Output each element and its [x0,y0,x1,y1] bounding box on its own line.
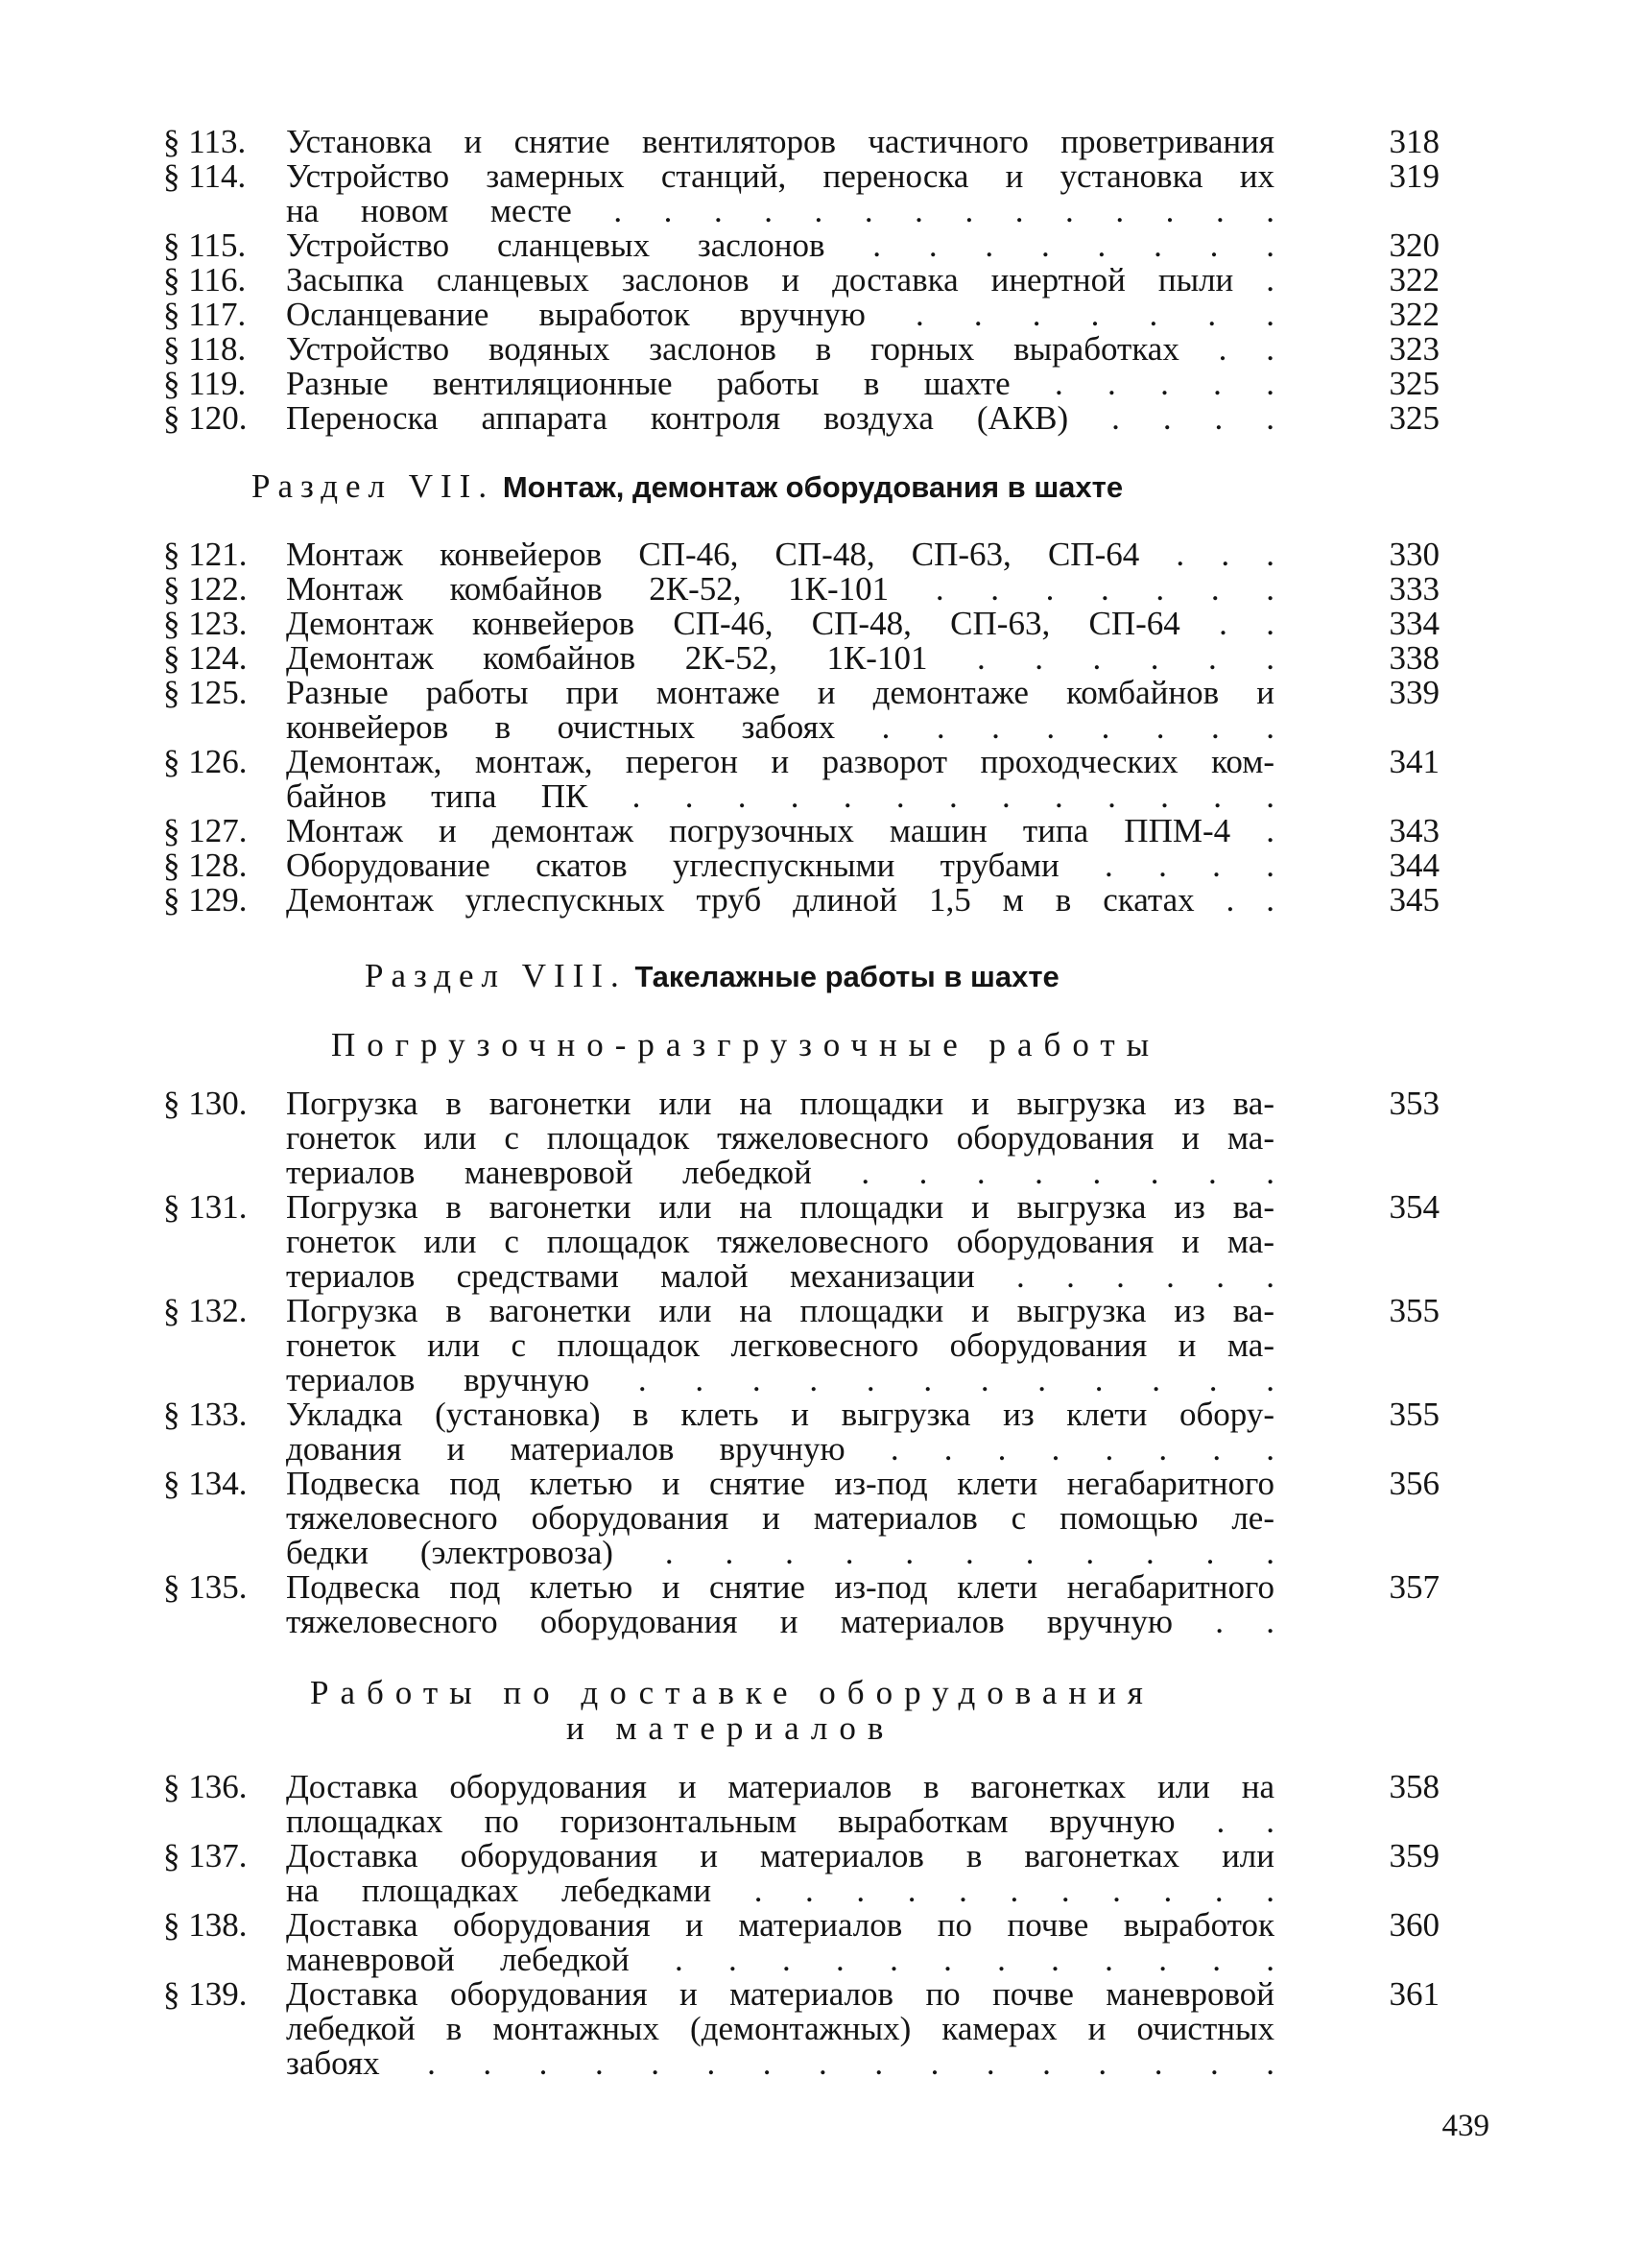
toc-entry-number: § 134. [163,1465,248,1502]
toc-entry [163,125,1440,159]
section-8-prefix: Раздел VIII. [365,957,627,994]
toc-entry-title: Доставка оборудования и материалов по почве маневровой лебедкой в монтажных (демонтажных) камерах и очистных забоях . . . . . . . . . . . . . . . . [286,1975,1274,2082]
toc-entry-page: 343 [1389,812,1440,849]
toc-entry [163,1397,1440,1467]
toc-entry [163,332,1440,367]
toc-entry-page: 341 [1389,743,1440,780]
toc-entry [163,676,1440,745]
toc-entry [163,641,1440,676]
toc-entry [163,1086,1440,1190]
toc-entry-page: 339 [1389,674,1440,711]
toc-entry-number: § 121. [163,536,248,573]
toc-entry-number: § 123. [163,605,248,642]
toc-entry-number: § 128. [163,847,248,884]
toc-entry-page: 325 [1389,365,1440,402]
toc-entry [163,1977,1440,2081]
toc-entry-page: 353 [1389,1085,1440,1122]
toc-entry-title: Установка и снятие вентиляторов частичного проветривания [286,123,1274,160]
section-8-heading [0,958,1643,995]
toc-entry [163,228,1440,263]
toc-entry-number: § 116. [163,261,247,298]
toc-block-assembly [163,537,1440,918]
toc-entry [163,1908,1440,1977]
toc-entry [163,607,1440,641]
toc-entry-number: § 117. [163,296,247,333]
toc-entry [163,883,1440,918]
toc-entry-page: 357 [1389,1568,1440,1606]
toc-entry-number: § 113. [163,123,247,160]
toc-entry-number: § 125. [163,674,248,711]
toc-entry-title: Демонтаж конвейеров СП-46, СП-48, СП-63, СП-64 . . [286,605,1274,642]
toc-entry-page: 344 [1389,847,1440,884]
toc-entry [163,814,1440,848]
toc-entry-number: § 136. [163,1768,248,1805]
toc-entry-title: Подвеска под клетью и снятие из-под клети негабаритного тяжеловесного оборудования и материалов вручную . . [286,1568,1274,1640]
toc-entry-page: 334 [1389,605,1440,642]
toc-entry [163,537,1440,572]
toc-entry-page: 330 [1389,536,1440,573]
toc-entry-title: Подвеска под клетью и снятие из-под клети негабаритного тяжеловесного оборудования и материалов с помощью ле- бедки (электровоза) . . . . . . . . . . . [286,1465,1274,1571]
toc-entry-title: Монтаж комбайнов 2К-52, 1К-101 . . . . . . . [286,570,1274,608]
toc-entry-page: 323 [1389,330,1440,368]
toc-entry [163,572,1440,607]
toc-entry-number: § 122. [163,570,248,608]
toc-entry-page: 355 [1389,1292,1440,1329]
section-7-title: Монтаж, демонтаж оборудования в шахте [502,470,1124,504]
toc-entry-title: Осланцевание выработок вручную . . . . . . . [286,296,1274,333]
toc-block-ventilation [163,125,1440,436]
toc-entry-page: 354 [1389,1188,1440,1226]
toc-entry-number: § 114. [163,157,247,195]
toc-entry [163,745,1440,814]
section-7-prefix: Раздел VII. [251,467,495,505]
toc-entry [163,401,1440,436]
toc-entry-page: 356 [1389,1465,1440,1502]
toc-entry [163,1839,1440,1908]
page-number: 439 [1441,2109,1489,2143]
toc-entry-number: § 126. [163,743,248,780]
toc-entry [163,1294,1440,1397]
toc-entry-number: § 133. [163,1396,248,1433]
toc-entry-page: 338 [1389,639,1440,677]
toc-entry-title: Разные работы при монтаже и демонтаже комбайнов и конвейеров в очистных забоях . . . . . . . . [286,674,1274,746]
section-7-heading [0,468,1643,506]
toc-entry-number: § 135. [163,1568,248,1606]
toc-entry-number: § 138. [163,1906,248,1944]
toc-entry-number: § 139. [163,1975,248,2013]
toc-entry-page: 320 [1389,227,1440,264]
toc-entry-page: 325 [1389,399,1440,437]
subsection-delivery-heading-line1: Работы по доставке оборудования [310,1674,1155,1711]
toc-entry-title: Погрузка в вагонетки или на площадки и выгрузка из ва- гонеток или с площадок тяжеловесного оборудования и ма- териалов маневровой лебедкой . . . . . . . . [286,1085,1274,1191]
toc-entry-number: § 119. [163,365,247,402]
toc-entry-title: Устройство водяных заслонов в горных выработках . . [286,330,1274,368]
toc-entry-title: Доставка оборудования и материалов по почве выработок маневровой лебедкой . . . . . . . . . . . . [286,1906,1274,1978]
toc-entry-title: Устройство замерных станций, переноска и установка их на новом месте . . . . . . . . . . . . . . [286,157,1274,229]
toc-entry-title: Доставка оборудования и материалов в вагонетках или на площадках лебедками . . . . . . . . . . . [286,1837,1274,1909]
section-8-title: Такелажные работы в шахте [634,960,1060,993]
toc-entry-title: Погрузка в вагонетки или на площадки и выгрузка из ва- гонеток или с площадок тяжеловесного оборудования и ма- териалов средствами малой механизации . . . . . . [286,1188,1274,1295]
toc-entry-number: § 129. [163,881,248,919]
toc-entry-title: Погрузка в вагонетки или на площадки и выгрузка из ва- гонеток или с площадок легковесного оборудования и ма- териалов вручную . . . . . . . . . . . . [286,1292,1274,1398]
toc-entry-page: 333 [1389,570,1440,608]
toc-entry-title: Разные вентиляционные работы в шахте . . . . . [286,365,1274,402]
toc-entry-title: Демонтаж углеспускных труб длиной 1,5 м в скатах . . [286,881,1274,919]
toc-entry-title: Доставка оборудования и материалов в вагонетках или на площадках по горизонтальным выработкам вручную . . [286,1768,1274,1840]
toc-entry-number: § 118. [163,330,247,368]
toc-entry-number: § 132. [163,1292,248,1329]
toc-entry-page: 322 [1389,261,1440,298]
toc-entry-title: Засыпка сланцевых заслонов и доставка инертной пыли . [286,261,1274,298]
toc-entry-number: § 131. [163,1188,248,1226]
toc-entry [163,159,1440,228]
toc-entry [163,848,1440,883]
toc-entry-number: § 137. [163,1837,248,1874]
toc-block-loading [163,1086,1440,1639]
subsection-loading-heading: Погрузочно-разгрузочные работы [331,1026,1161,1063]
toc-entry-title: Оборудование скатов углеспускными трубами . . . . [286,847,1274,884]
toc-entry [163,1467,1440,1570]
toc-entry-number: § 115. [163,227,247,264]
toc-entry-number: § 130. [163,1085,248,1122]
subsection-delivery-heading-line2: и материалов [566,1709,895,1747]
toc-entry-page: 355 [1389,1396,1440,1433]
toc-entry-title: Устройство сланцевых заслонов . . . . . . . . [286,227,1274,264]
toc-entry-number: § 124. [163,639,248,677]
toc-entry [163,1190,1440,1294]
toc-entry-title: Монтаж и демонтаж погрузочных машин типа ППМ-4 . [286,812,1274,849]
toc-entry-title: Демонтаж комбайнов 2К-52, 1К-101 . . . . . . [286,639,1274,677]
toc-entry-page: 345 [1389,881,1440,919]
toc-entry-number: § 120. [163,399,248,437]
toc-entry-number: § 127. [163,812,248,849]
toc-entry-page: 358 [1389,1768,1440,1805]
toc-entry [163,298,1440,332]
toc-entry-page: 359 [1389,1837,1440,1874]
toc-entry-title: Демонтаж, монтаж, перегон и разворот проходческих ком- байнов типа ПК . . . . . . . . . . . . . [286,743,1274,815]
toc-entry [163,1770,1440,1839]
toc-entry [163,367,1440,401]
toc-entry-page: 318 [1389,123,1440,160]
toc-entry-page: 360 [1389,1906,1440,1944]
toc-entry [163,1570,1440,1639]
toc-block-delivery [163,1770,1440,2081]
toc-entry-title: Переноска аппарата контроля воздуха (АКВ) . . . . [286,399,1274,437]
toc-entry-title: Монтаж конвейеров СП-46, СП-48, СП-63, СП-64 . . . [286,536,1274,573]
toc-entry [163,263,1440,298]
toc-entry-title: Укладка (установка) в клеть и выгрузка из клети обору- дования и материалов вручную . . . . . . . . [286,1396,1274,1468]
toc-entry-page: 361 [1389,1975,1440,2013]
toc-entry-page: 319 [1389,157,1440,195]
toc-entry-page: 322 [1389,296,1440,333]
